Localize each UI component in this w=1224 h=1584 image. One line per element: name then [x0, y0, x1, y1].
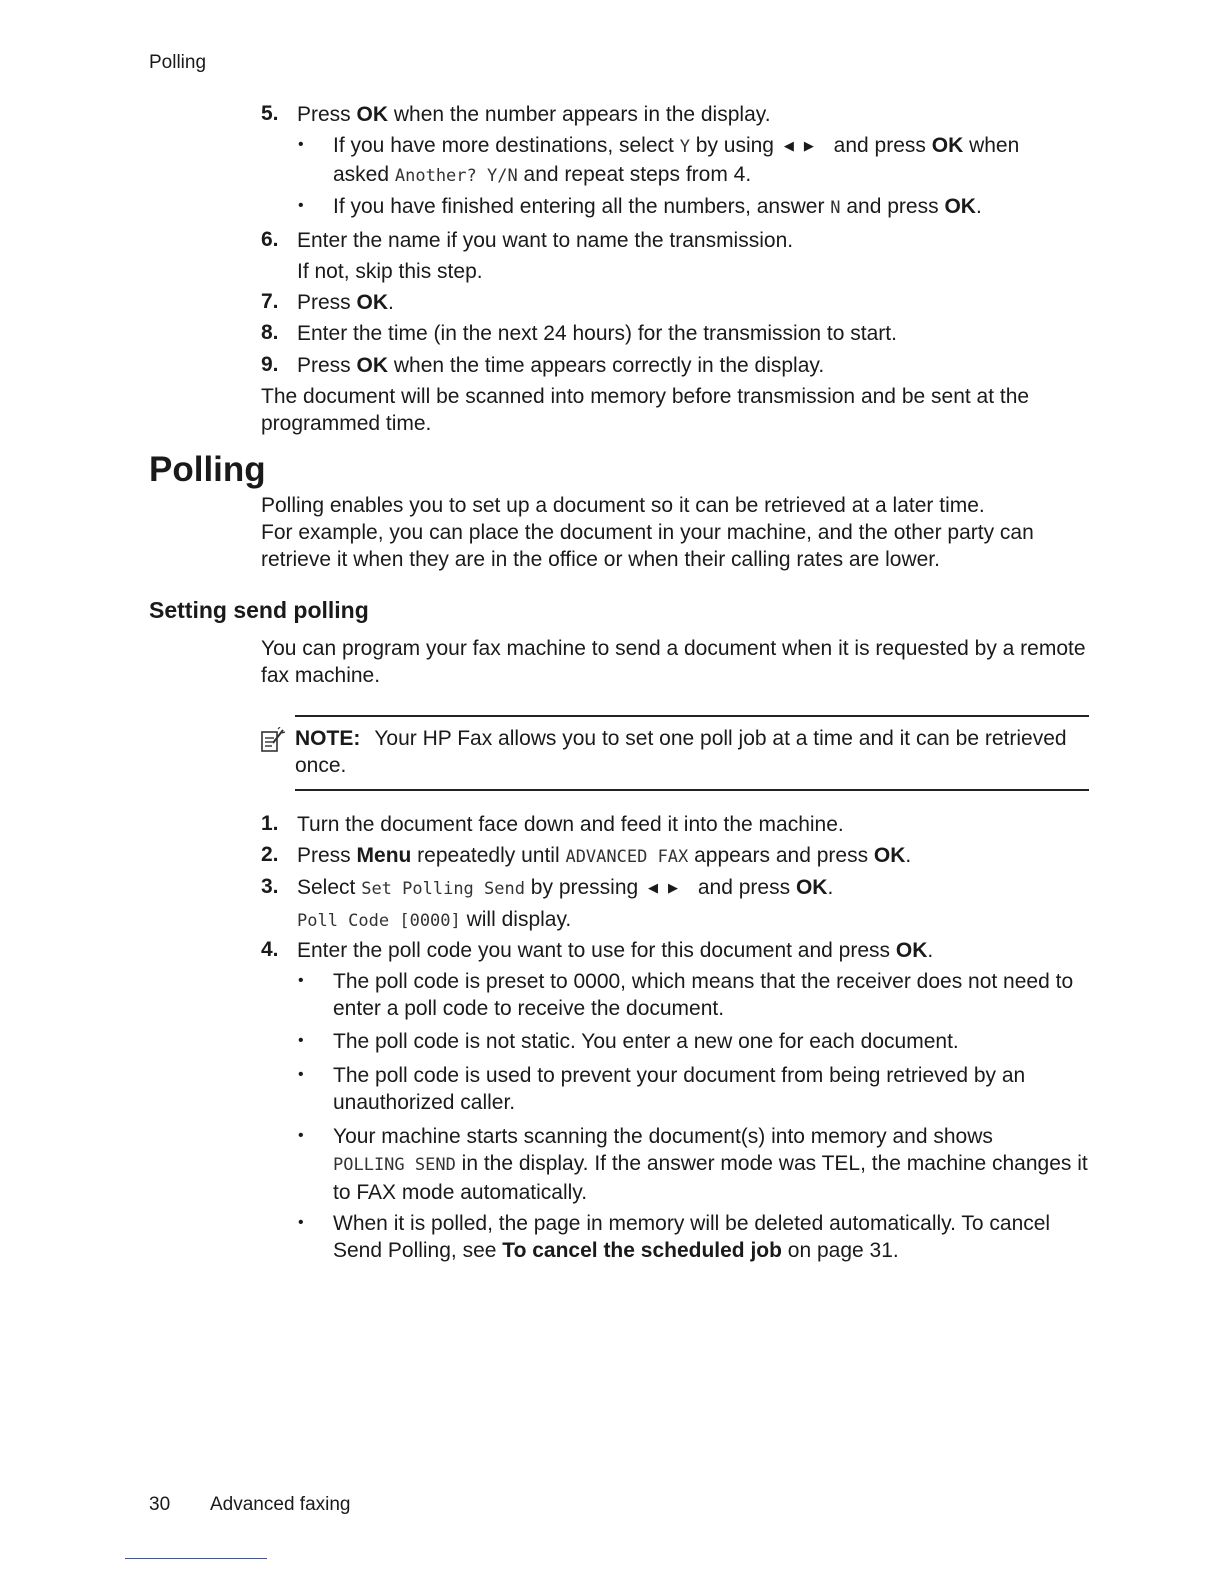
- step-number: 3.: [261, 875, 279, 898]
- note-text: NOTE: Your HP Fax allows you to set one poll job at a time and it can be retrieved once.: [295, 727, 1067, 777]
- bullet-finished-entering: If you have finished entering all the numbers, answer N and press OK.: [333, 195, 982, 218]
- bullet-prevent-retrieval: The poll code is used to prevent your document from being retrieved by an unauthorized caller.: [333, 1064, 1026, 1114]
- step-number: 7.: [261, 290, 279, 313]
- cancel-job-link[interactable]: To cancel the scheduled job: [502, 1239, 782, 1262]
- note-icon: [260, 727, 286, 753]
- step-subtext: Poll Code [0000] will display.: [297, 908, 572, 931]
- bullet-polled-deleted: When it is polled, the page in memory will be deleted automatically. To cancel Send Polling, see To cancel the scheduled job on page 31.: [333, 1212, 1051, 1262]
- running-head: Polling: [149, 52, 207, 73]
- step-number: 8.: [261, 321, 279, 344]
- step-text: Enter the name if you want to name the transmission. If not, skip this step.: [297, 229, 794, 283]
- section-intro-1: Polling enables you to set up a document so it can be retrieved at a later time.: [261, 494, 985, 517]
- step-number: 2.: [261, 843, 279, 866]
- section-intro-2: For example, you can place the document in your machine, and the other party can retrieve it when they are in the office or when their calling rates are lower.: [261, 521, 1034, 571]
- step-text: Select Set Polling Send by pressing ◀▶ and press OK.: [297, 876, 834, 899]
- bullet-not-static: The poll code is not static. You enter a new one for each document.: [333, 1030, 959, 1053]
- step-text: Press Menu repeatedly until ADVANCED FAX appears and press OK.: [297, 844, 912, 867]
- step-text: Turn the document face down and feed it into the machine.: [297, 813, 844, 836]
- step-number: 1.: [261, 812, 279, 835]
- step-text: Press OK when the time appears correctly in the display.: [297, 354, 825, 377]
- step-number: 4.: [261, 938, 279, 961]
- step-text: Press OK.: [297, 291, 394, 314]
- step-text: Enter the time (in the next 24 hours) for the transmission to start.: [297, 322, 897, 345]
- left-right-arrows-icon: ◀▶: [783, 138, 824, 153]
- step-number: 6.: [261, 228, 279, 251]
- bullet-starts-scanning: Your machine starts scanning the document(s) into memory and shows POLLING SEND in the display. If the answer mode was TEL, the machine changes it to FAX mode automatically.: [333, 1125, 1088, 1204]
- subsection-intro: You can program your fax machine to send a document when it is requested by a remote fax machine.: [261, 637, 1086, 687]
- step-number: 9.: [261, 353, 279, 376]
- subsection-title: Setting send polling: [149, 597, 369, 623]
- chapter-title: Advanced faxing: [210, 1494, 351, 1515]
- section-title: Polling: [149, 450, 266, 489]
- step-number: 5.: [261, 102, 279, 125]
- step-text: Press OK when the number appears in the display.: [297, 103, 771, 126]
- step-text: Enter the poll code you want to use for this document and press OK.: [297, 939, 934, 962]
- note-rule-bottom: [295, 789, 1089, 791]
- page-number: 30: [149, 1494, 171, 1515]
- scheduled-paragraph: The document will be scanned into memory before transmission and be sent at the programmed time.: [261, 385, 1030, 435]
- footer-rule: [125, 1558, 267, 1559]
- left-right-arrows-icon: ◀▶: [648, 880, 689, 895]
- note-rule-top: [295, 715, 1089, 717]
- bullet-preset-code: The poll code is preset to 0000, which means that the receiver does not need to enter a poll code to receive the document.: [333, 970, 1074, 1020]
- bullet-more-destinations: If you have more destinations, select Y by using ◀▶ and press OK when asked Another? Y/N and repeat steps from 4.: [333, 134, 1020, 186]
